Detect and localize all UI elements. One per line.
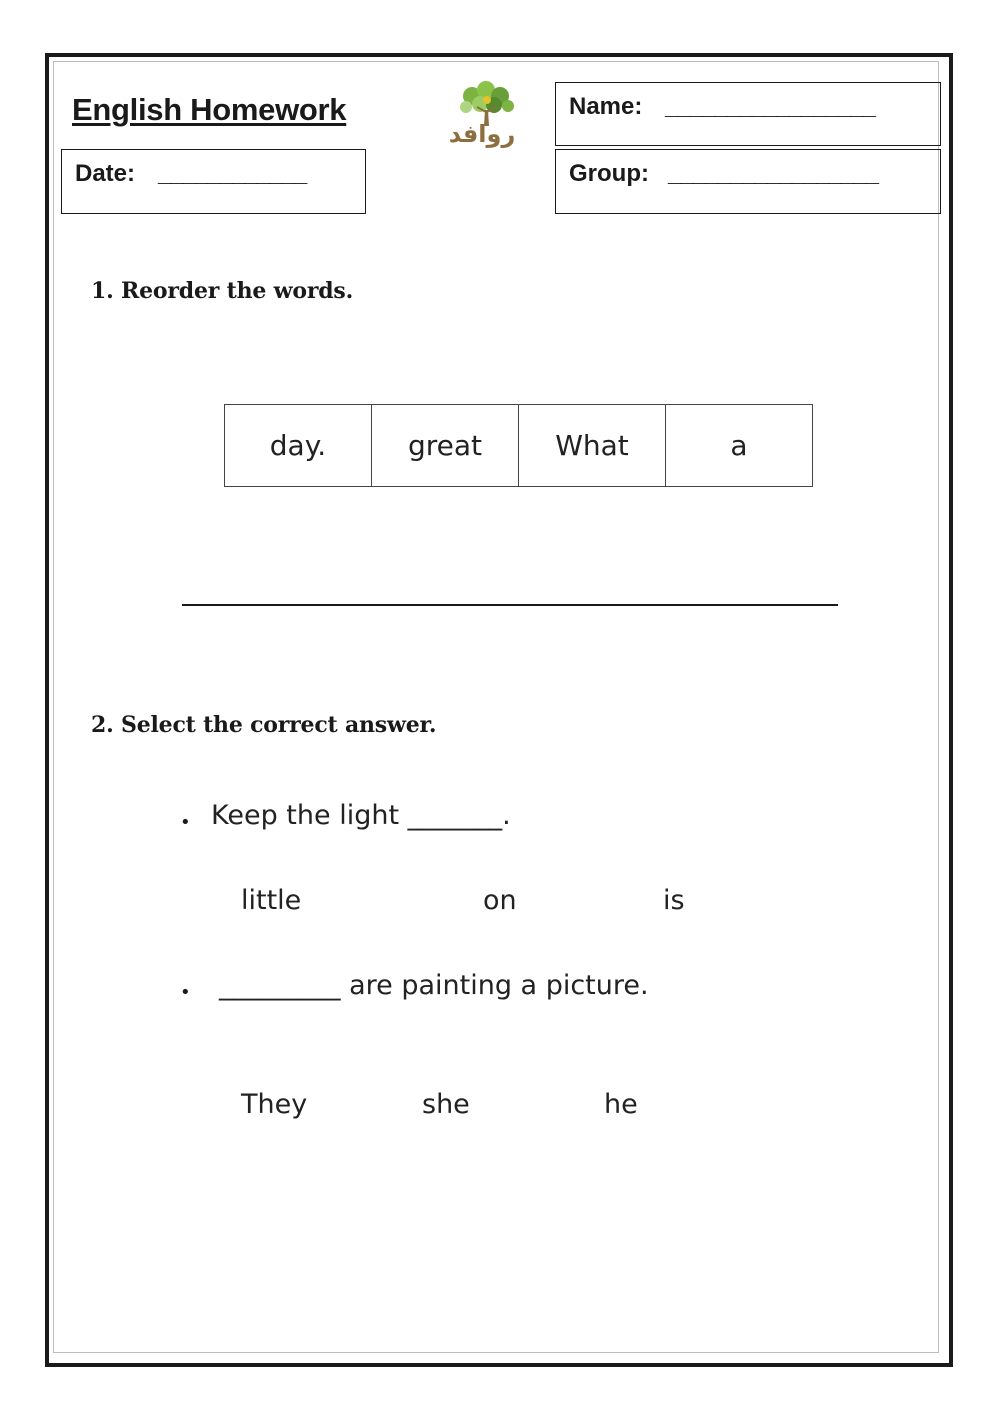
date-blank[interactable]: ____________ xyxy=(158,160,307,187)
answer-option-little[interactable]: little xyxy=(241,885,302,916)
bullet-icon: • xyxy=(180,982,191,1003)
word-reorder-table xyxy=(224,404,813,487)
reorder-answer-line[interactable] xyxy=(182,604,838,606)
word-card[interactable]: great xyxy=(372,405,519,487)
answer-option-she[interactable]: she xyxy=(422,1089,470,1120)
date-label: Date: xyxy=(75,160,136,187)
group-field-box xyxy=(555,149,941,214)
page-title: English Homework xyxy=(72,92,347,127)
question-1-suffix: . xyxy=(502,800,511,831)
group-blank[interactable]: _________________ xyxy=(668,160,878,187)
name-label: Name: xyxy=(569,93,643,120)
question-2-blank[interactable]: _________ xyxy=(219,970,341,1001)
logo-text: روافد xyxy=(448,120,516,148)
answer-option-is[interactable]: is xyxy=(663,885,685,916)
group-label: Group: xyxy=(569,160,649,187)
answer-option-on[interactable]: on xyxy=(483,885,517,916)
page-inner-border xyxy=(53,61,939,1353)
question-2-suffix: are painting a picture. xyxy=(349,970,649,1001)
word-card[interactable]: a xyxy=(666,405,813,487)
name-blank[interactable]: _________________ xyxy=(665,93,875,120)
tree-logo-icon xyxy=(430,80,535,152)
question-1-prefix: Keep the light xyxy=(211,800,400,831)
section-1-heading: 1. Reorder the words. xyxy=(91,278,354,304)
word-card[interactable]: day. xyxy=(225,405,372,487)
question-1 xyxy=(211,800,511,831)
bullet-icon: • xyxy=(180,812,191,833)
answer-option-they[interactable]: They xyxy=(241,1089,308,1120)
section-2-heading: 2. Select the correct answer. xyxy=(91,712,437,738)
question-2 xyxy=(219,970,649,1001)
name-field-box xyxy=(555,82,941,146)
answer-option-he[interactable]: he xyxy=(604,1089,638,1120)
question-1-blank[interactable]: _______ xyxy=(407,800,503,831)
date-field-box xyxy=(61,149,366,214)
word-card[interactable]: What xyxy=(519,405,666,487)
